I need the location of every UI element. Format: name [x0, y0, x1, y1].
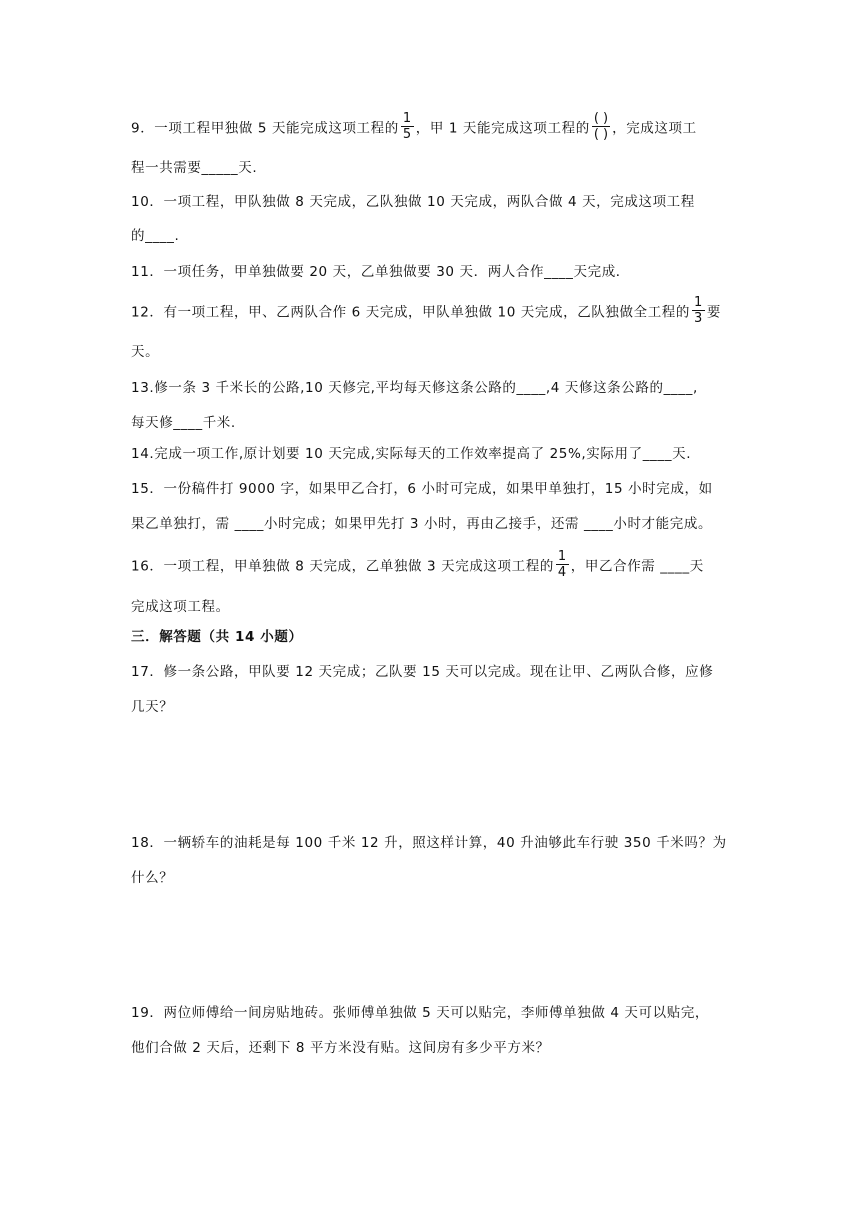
question-13-line-2: 每天修____千米. [131, 415, 236, 431]
question-9-text-b: ，甲 1 天能完成这项工程的 [415, 120, 590, 137]
fraction-denominator: ( ) [593, 127, 609, 142]
fraction-one-fifth [401, 111, 414, 142]
fraction-numerator: 1 [557, 549, 567, 564]
question-10-line-2: 的____. [131, 228, 180, 244]
fraction-numerator: 1 [402, 111, 412, 126]
question-12-text-b: 要 [706, 304, 721, 321]
question-11-line-1: 11．一项任务，甲单独做要 20 天，乙单独做要 30 天．两人合作____天完成． [131, 264, 630, 280]
fraction-numerator: ( ) [593, 111, 609, 126]
question-19-line-2: 他们合做 2 天后，还剩下 8 平方米没有贴。这间房有多少平方米？ [131, 1040, 550, 1056]
question-9-text-c: ，完成这项工 [612, 120, 697, 137]
fraction-numerator: 1 [694, 295, 703, 310]
question-16-line-1 [131, 551, 732, 582]
question-13-line-1: 13.修一条 3 千米长的公路,10 天修完,平均每天修这条公路的____,4 天修这条公路的____, [131, 380, 698, 396]
question-9-line-2: 程一共需要_____天. [131, 160, 258, 176]
fraction-blank [592, 111, 610, 142]
question-19-line-1: 19．两位师傅给一间房贴地砖。张师傅单独做 5 天可以贴完，李师傅单独做 4 天可以贴完， [131, 1005, 710, 1021]
fraction-denominator: 3 [694, 311, 703, 326]
question-14-line-1: 14.完成一项工作,原计划要 10 天完成,实际每天的工作效率提高了 25%,实际用了____天. [131, 446, 692, 462]
fraction-one-third [692, 295, 705, 326]
fraction-one-fourth [556, 549, 569, 580]
question-16-text-b: ，甲乙合作需 ____天 [570, 558, 704, 575]
question-9-text-a: 9．一项工程甲独做 5 天能完成这项工程的 [131, 120, 399, 137]
question-16-text-a: 16．一项工程，甲单独做 8 天完成，乙单独做 3 天完成这项工程的 [131, 558, 554, 575]
question-17-line-1: 17．修一条公路，甲队要 12 天完成；乙队要 15 天可以完成。现在让甲、乙两队合修，应修 [131, 664, 714, 680]
question-15-line-1: 15．一份稿件打 9000 字，如果甲乙合打，6 小时可完成，如果甲单独打，15 小时完成，如 [131, 481, 713, 497]
question-10-line-1: 10．一项工程，甲队独做 8 天完成，乙队独做 10 天完成，两队合做 4 天，完成这项工程 [131, 194, 695, 210]
question-16-line-2: 完成这项工程。 [131, 599, 230, 615]
question-12-line-1 [131, 297, 732, 328]
question-12-line-2: 天。 [131, 344, 160, 360]
question-9-line-1 [131, 113, 732, 144]
fraction-denominator: 4 [557, 565, 567, 580]
fraction-denominator: 5 [402, 127, 412, 142]
question-15-line-2: 果乙单独打，需 ____小时完成；如果甲先打 3 小时，再由乙接手，还需 ____小时才能完成。 [131, 516, 713, 532]
question-18-line-2: 什么？ [131, 870, 174, 886]
section-3-heading: 三．解答题（共 14 小题） [131, 629, 303, 645]
question-17-line-2: 几天？ [131, 699, 174, 715]
question-12-text-a: 12．有一项工程，甲、乙两队合作 6 天完成，甲队单独做 10 天完成，乙队独做全工程的 [131, 304, 691, 321]
question-18-line-1: 18．一辆轿车的油耗是每 100 千米 12 升，照这样计算，40 升油够此车行驶 350 千米吗？为 [131, 835, 727, 851]
